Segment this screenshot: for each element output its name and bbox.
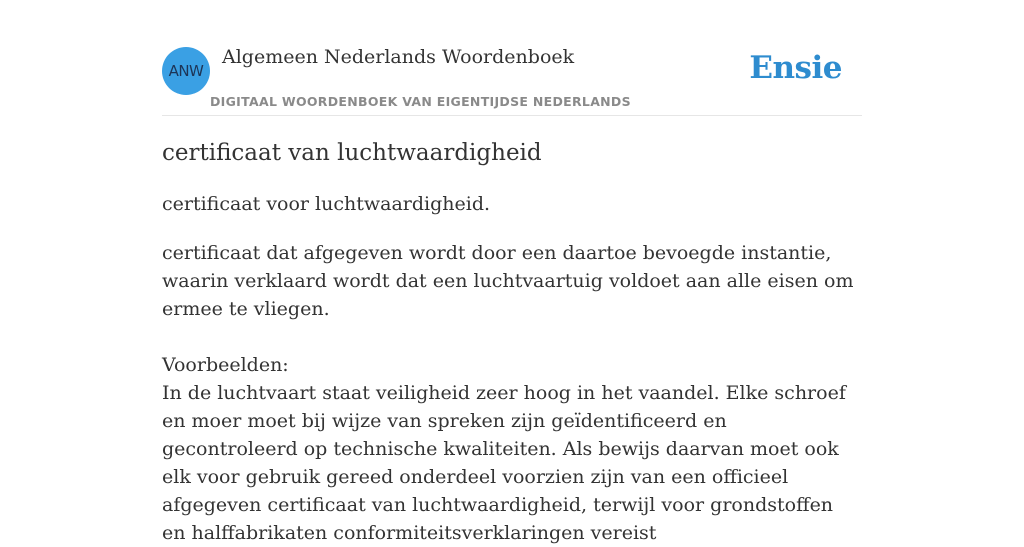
examples-label: Voorbeelden: bbox=[162, 354, 289, 376]
entry-definition: certificaat dat afgegeven wordt door een daartoe bevoegde instantie, waarin verklaard wordt dat een luchtvaartuig voldoet aan alle eisen om ermee te vliegen. bbox=[162, 242, 854, 320]
entry-headword: certificaat van luchtwaardigheid bbox=[162, 140, 542, 166]
entry-synonym: certificaat voor luchtwaardigheid. bbox=[162, 193, 491, 215]
logo-text: ANW bbox=[168, 62, 204, 80]
entry-body bbox=[162, 239, 862, 547]
anw-logo[interactable] bbox=[162, 47, 210, 95]
content-container bbox=[162, 0, 862, 544]
site-subtitle: DIGITAAL WOORDENBOEK VAN EIGENTIJDSE NEDERLANDS bbox=[210, 94, 631, 109]
ensie-brand-logo[interactable]: Ensie bbox=[749, 50, 842, 86]
site-title[interactable]: Algemeen Nederlands Woordenboek bbox=[222, 46, 575, 68]
example-text: In de luchtvaart staat veiligheid zeer hoog in het vaandel. Elke schroef en moer moet bij wijze van spreken zijn geïdentificeerd en gecontroleerd op technische kwaliteiten. Als bewijs daarvan moet ook elk voor gebruik gereed onderdeel voorzien zijn van een officieel afgegeven certificaat van luchtwaardigheid, terwijl voor grondstoffen en halffabrikaten conformiteitsverklaringen vereist bbox=[162, 382, 846, 544]
spacer bbox=[162, 323, 862, 351]
site-header bbox=[162, 0, 862, 116]
